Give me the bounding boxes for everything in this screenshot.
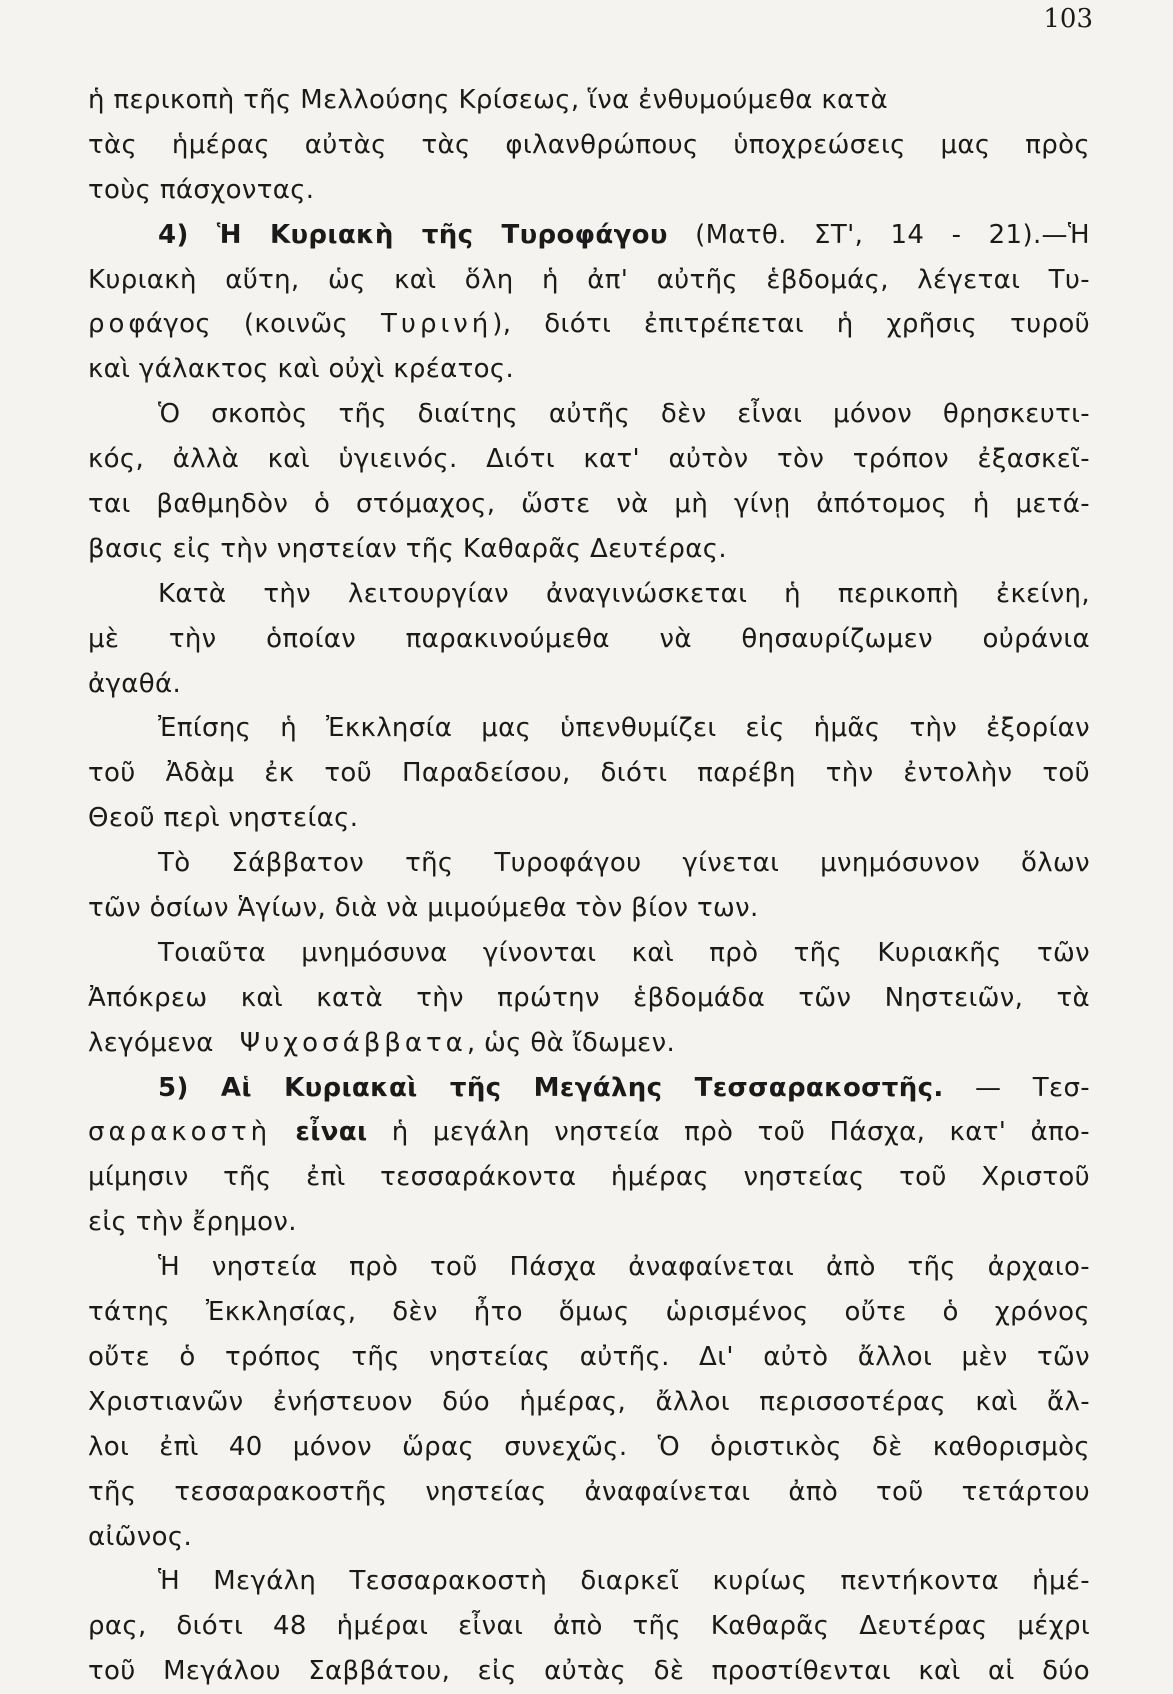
text-line: Ἡ νηστεία πρὸ τοῦ Πάσχα ἀναφαίνεται ἀπὸ τῆς ἀρχαιο-: [158, 1252, 1090, 1283]
text-fragment: ), διότι ἐπιτρέπεται ἡ χρῆσις τυροῦ: [492, 309, 1090, 340]
text-line: μὲ τὴν ὁποίαν παρακινούμεθα νὰ θησαυρίζωμεν οὐράνια: [88, 623, 1090, 654]
text-line: οὔτε ὁ τρόπος τῆς νηστείας αὐτῆς. Δι' αὐτὸ ἄλλοι μὲν τῶν: [88, 1341, 1090, 1372]
text-line: [88, 302, 1090, 347]
text-line: βασις εἰς τὴν νηστείαν τῆς Καθαρᾶς Δευτέρας.: [88, 533, 727, 564]
text-line: Τοιαῦτα μνημόσυνα γίνονται καὶ πρὸ τῆς Κυριακῆς τῶν: [158, 937, 1090, 968]
text-line: τῶν ὁσίων Ἁγίων, διὰ νὰ μιμούμεθα τὸν βίον των.: [88, 893, 759, 924]
text-fragment: Ψυχοσάββατα: [239, 1027, 467, 1058]
text-line: Ἀπόκρεω καὶ κατὰ τὴν πρώτην ἑβδομάδα τῶν Νηστειῶν, τὰ: [88, 982, 1090, 1013]
text-line: μίμησιν τῆς ἐπὶ τεσσαράκοντα ἡμέρας νηστείας τοῦ Χριστοῦ: [88, 1162, 1090, 1193]
text-line: [88, 1110, 1090, 1155]
text-line: τοὺς πάσχοντας.: [88, 174, 315, 205]
text-line: λοι ἐπὶ 40 μόνον ὥρας συνεχῶς. Ὁ ὁριστικὸς δὲ καθορισμὸς: [88, 1431, 1090, 1462]
text-fragment: φάγος (κοινῶς: [128, 309, 349, 340]
text-line: καὶ γάλακτος καὶ οὐχὶ κρέατος.: [88, 354, 515, 385]
text-line: Ἐπίσης ἡ Ἐκκλησία μας ὑπενθυμίζει εἰς ἡμᾶς τὴν ἐξορίαν: [158, 713, 1090, 744]
text-fragment: ἡ μεγάλη νηστεία πρὸ τοῦ Πάσχα, κατ' ἀπο-: [391, 1117, 1090, 1148]
text-line: αἰῶνος.: [88, 1521, 193, 1552]
text-line: τάτης Ἐκκλησίας, δὲν ἦτο ὅμως ὡρισμένος οὔτε ὁ χρόνος: [88, 1297, 1090, 1328]
text-line: τῆς τεσσαρακοστῆς νηστείας ἀναφαίνεται ἀπὸ τοῦ τετάρτου: [88, 1476, 1090, 1507]
page-number: 103: [1043, 4, 1093, 34]
section-heading-line: [88, 213, 1090, 258]
text-fragment: (Ματθ. ΣΤ', 14 - 21).—Ἡ: [695, 219, 1090, 250]
text-line: Θεοῦ περὶ νηστείας.: [88, 803, 359, 834]
text-line: Κυριακὴ αὕτη, ὡς καὶ ὅλη ἡ ἀπ' αὐτῆς ἑβδομάς, λέγεται Τυ-: [88, 264, 1090, 295]
text-fragment: λεγόμενα: [88, 1027, 214, 1058]
text-fragment: ρο: [88, 309, 129, 340]
section-heading-5: 5) Αἱ Κυριακαὶ τῆς Μεγάλης Τεσσαρακοστῆς.: [158, 1072, 944, 1103]
text-fragment: , ὡς θὰ ἴδωμεν.: [466, 1027, 676, 1058]
text-line: εἰς τὴν ἔρημον.: [88, 1207, 297, 1238]
text-line: Ὁ σκοπὸς τῆς διαίτης αὐτῆς δὲν εἶναι μόνον θρησκευτι-: [158, 399, 1090, 430]
text-line: Χριστιανῶν ἐνήστευον δύο ἡμέρας, ἄλλοι περισσοτέρας καὶ ἄλ-: [88, 1386, 1090, 1417]
text-line: [88, 1021, 1090, 1066]
text-line: ἀγαθά.: [88, 668, 182, 699]
text-line: ρας, διότι 48 ἡμέραι εἶναι ἀπὸ τῆς Καθαρᾶς Δευτέρας μέχρι: [88, 1611, 1090, 1642]
text-line: Τὸ Σάββατον τῆς Τυροφάγου γίνεται μνημόσυνον ὅλων: [158, 848, 1090, 879]
text-line: Κατὰ τὴν λειτουργίαν ἀναγινώσκεται ἡ περικοπὴ ἐκείνη,: [158, 578, 1090, 609]
body-text: [88, 78, 1090, 1694]
text-line: τοῦ Ἀδὰμ ἐκ τοῦ Παραδείσου, διότι παρέβη τὴν ἐντολὴν τοῦ: [88, 758, 1090, 789]
text-fragment: σαρακοστὴ: [88, 1117, 272, 1148]
text-line: τὰς ἡμέρας αὐτὰς τὰς φιλανθρώπους ὑποχρεώσεις μας πρὸς: [88, 129, 1090, 160]
text-line: Ἡ Μεγάλη Τεσσαρακοστὴ διαρκεῖ κυρίως πεντήκοντα ἡμέ-: [158, 1566, 1090, 1597]
text-line: τοῦ Μεγάλου Σαββάτου, εἰς αὐτὰς δὲ προστίθενται καὶ αἱ δύο: [88, 1656, 1090, 1687]
section-heading-4: 4) Ἡ Κυριακὴ τῆς Τυροφάγου: [158, 219, 668, 250]
text-fragment: Τυρινή: [381, 309, 493, 340]
section-heading-line: [88, 1066, 1090, 1111]
text-line: ἡ περικοπὴ τῆς Μελλούσης Κρίσεως, ἵνα ἐνθυμούμεθα κατὰ: [88, 85, 888, 115]
text-fragment: εἶναι: [295, 1117, 368, 1148]
text-fragment: — Τεσ-: [975, 1072, 1090, 1103]
text-line: κός, ἀλλὰ καὶ ὑγιεινός. Διότι κατ' αὐτὸν τὸν τρόπον ἐξασκεῖ-: [88, 444, 1090, 475]
text-line: ται βαθμηδὸν ὁ στόμαχος, ὥστε νὰ μὴ γίνῃ ἀπότομος ἡ μετά-: [88, 489, 1090, 520]
